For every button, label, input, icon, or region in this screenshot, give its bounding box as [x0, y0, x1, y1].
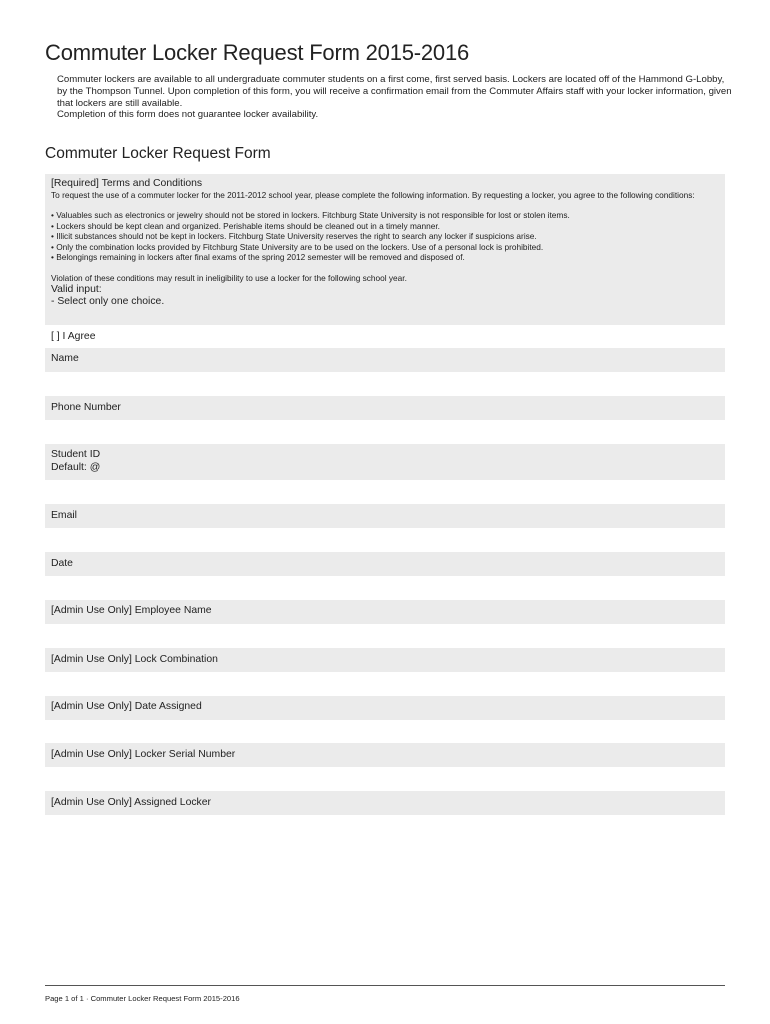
date-assigned-label: [Admin Use Only] Date Assigned [51, 701, 202, 712]
terms-bullet: • Illicit substances should not be kept in lockers. Fitchburg State University reserves the right to search any locker if suspicions arise. [51, 231, 537, 242]
name-field[interactable] [45, 348, 725, 372]
intro-text [57, 74, 737, 121]
agree-checkbox[interactable]: [ ] I Agree [51, 331, 96, 342]
terms-bullet: • Lockers should be kept clean and organized. Perishable items should be cleaned out in a timely manner. [51, 220, 440, 231]
employee-name-field[interactable] [45, 600, 725, 624]
valid-input-rule: - Select only one choice. [51, 296, 165, 308]
availability-note: Completion of this form does not guarantee locker availability. [57, 109, 319, 121]
employee-name-label: [Admin Use Only] Employee Name [51, 605, 212, 616]
terms-intro: To request the use of a commuter locker for the 2011-2012 school year, please complete the following information. By requesting a locker, you agree to the following conditions: [51, 190, 695, 200]
locker-serial-number-field[interactable] [45, 743, 725, 767]
student-id-label: Student ID [51, 449, 101, 460]
lock-combination-label: [Admin Use Only] Lock Combination [51, 654, 218, 665]
terms-bullet: • Valuables such as electronics or jewelry should not be stored in lockers. Fitchburg State University is not responsible for lost or stolen items. [51, 210, 570, 221]
phone-number-label: Phone Number [51, 402, 121, 413]
form-title: Commuter Locker Request Form [45, 145, 271, 162]
date-assigned-field[interactable] [45, 696, 725, 720]
terms-bullet-list [51, 210, 719, 262]
phone-number-field[interactable] [45, 396, 725, 420]
footer-divider [45, 985, 725, 986]
assigned-locker-field[interactable] [45, 791, 725, 815]
violation-note: Violation of these conditions may result in ineligibility to use a locker for the following school year. [51, 273, 407, 284]
intro-paragraph: Commuter lockers are available to all undergraduate commuter students on a first come, first served basis. Lockers are located off of the Hammond G-Lobby, by the Thompson Tunnel. Upon completion of this form, you will receive a confirmation email from the Commuter Affairs staff with your locker information, given that lockers are still available. [57, 74, 732, 109]
date-label: Date [51, 558, 73, 569]
email-label: Email [51, 510, 77, 521]
terms-bullet: • Belongings remaining in lockers after final exams of the spring 2012 semester will be removed and disposed of. [51, 252, 465, 263]
page-title: Commuter Locker Request Form 2015-2016 [45, 40, 470, 65]
locker-serial-number-label: [Admin Use Only] Locker Serial Number [51, 749, 236, 760]
student-id-field[interactable] [45, 444, 725, 480]
email-field[interactable] [45, 504, 725, 528]
student-id-default: Default: @ [51, 461, 101, 473]
valid-input-label: Valid input: [51, 283, 102, 295]
date-field[interactable] [45, 552, 725, 576]
page-footer: Page 1 of 1 · Commuter Locker Request Form 2015-2016 [45, 994, 240, 1003]
terms-heading: [Required] Terms and Conditions [51, 178, 203, 189]
terms-bullet: • Only the combination locks provided by Fitchburg State University are to be used on the lockers. Use of a personal lock is prohibited. [51, 241, 544, 252]
assigned-locker-label: [Admin Use Only] Assigned Locker [51, 797, 211, 808]
lock-combination-field[interactable] [45, 648, 725, 672]
name-label: Name [51, 353, 79, 364]
terms-and-conditions-section [45, 174, 725, 325]
